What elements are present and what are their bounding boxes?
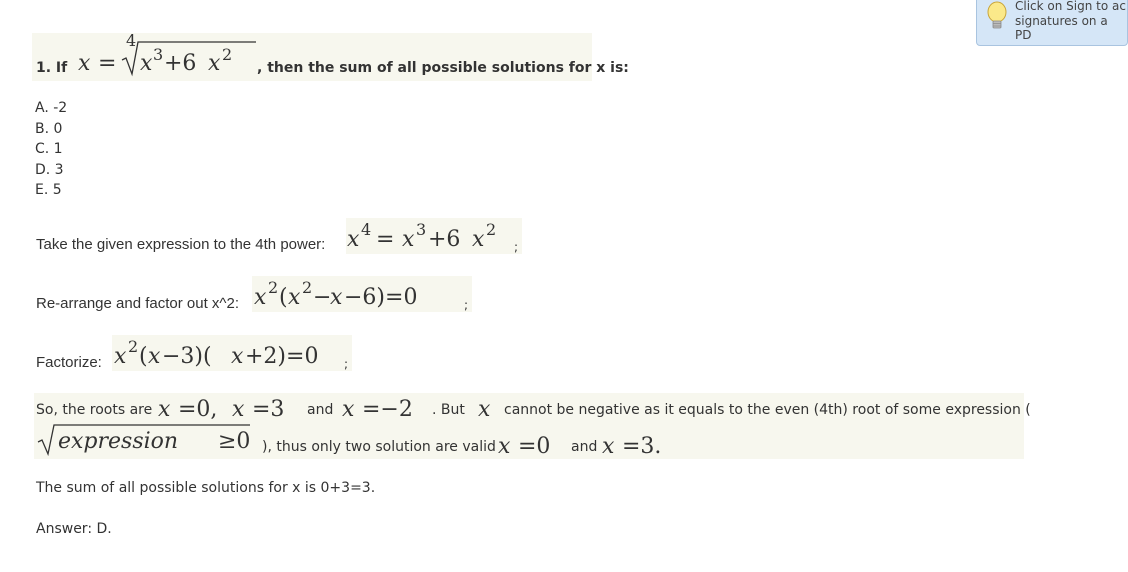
step2-equation [252, 276, 472, 312]
svg-text:2: 2 [486, 220, 497, 239]
svg-text:4: 4 [361, 220, 372, 239]
svg-text:−: − [313, 285, 332, 310]
svg-text:;: ; [514, 240, 519, 254]
svg-text:x: x [478, 397, 491, 422]
svg-text:=−2: =−2 [362, 397, 413, 422]
svg-text:2: 2 [268, 278, 279, 297]
svg-text:3: 3 [153, 45, 164, 64]
choice-e: E. 5 [35, 182, 62, 198]
step1-equation [346, 218, 522, 254]
roots-reason-text: cannot be negative as it equals to the even (4th) root of some expression ( [504, 402, 1031, 418]
roots-and-text: and [307, 402, 334, 418]
svg-text:x: x [114, 344, 127, 369]
sign-notification[interactable] [976, 0, 1128, 46]
choice-a: A. -2 [35, 100, 68, 116]
svg-text:x: x [330, 285, 343, 310]
question-number: 1. If [36, 60, 68, 76]
svg-text:x: x [78, 51, 91, 76]
svg-text:x: x [288, 285, 301, 310]
step2-text: Re-arrange and factor out x^2: [36, 295, 239, 312]
svg-text:expression: expression [58, 429, 179, 454]
roots-but-text: . But [432, 402, 465, 418]
svg-text:=: = [376, 227, 395, 252]
step3-text: Factorize: [36, 354, 102, 371]
svg-text:≥0: ≥0 [218, 429, 251, 454]
svg-text:+6: +6 [428, 227, 461, 252]
notification-line1: Click on Sign to ac [1015, 0, 1126, 13]
svg-text:2: 2 [222, 45, 233, 64]
roots-prefix-text: So, the roots are [36, 402, 153, 418]
svg-text:=0: =0 [518, 434, 551, 459]
svg-text:x: x [254, 285, 267, 310]
svg-text:2: 2 [302, 278, 313, 297]
svg-text:3: 3 [416, 220, 427, 239]
step1-text: Take the given expression to the 4th power: [36, 236, 326, 253]
svg-text:(: ( [279, 285, 288, 310]
svg-text:−6)=0: −6)=0 [344, 285, 418, 310]
svg-text:=0,: =0, [178, 397, 218, 422]
svg-text:x: x [158, 397, 171, 422]
expression-ge-zero [36, 422, 266, 462]
svg-text:x: x [498, 434, 511, 459]
notification-line2: signatures on a PD [1015, 14, 1108, 42]
question-text: , then the sum of all possible solutions for x is: [257, 60, 629, 76]
svg-text:x: x [140, 51, 153, 76]
svg-text:x: x [472, 227, 485, 252]
svg-text:=3.: =3. [622, 434, 662, 459]
svg-text:x: x [208, 51, 221, 76]
svg-text:x: x [232, 397, 245, 422]
sum-text: The sum of all possible solutions for x is 0+3=3. [36, 480, 376, 496]
svg-text:−3)(: −3)( [162, 344, 212, 369]
x-variable [476, 392, 500, 426]
svg-text:x: x [347, 227, 360, 252]
svg-text:=: = [98, 51, 117, 76]
lightbulb-icon [986, 1, 1008, 34]
root-x-eq-neg2 [340, 392, 432, 426]
question-equation [76, 30, 258, 82]
choice-d: D. 3 [35, 162, 64, 178]
svg-text:x: x [231, 344, 244, 369]
svg-text:(: ( [139, 344, 148, 369]
svg-text:4: 4 [126, 31, 137, 50]
step3-equation [112, 335, 352, 371]
svg-text:+6: +6 [164, 51, 197, 76]
root-x-eq-3 [230, 392, 306, 426]
svg-text:x: x [602, 434, 615, 459]
valid-x-eq-0 [496, 429, 568, 463]
svg-text:2: 2 [128, 337, 139, 356]
choice-c: C. 1 [35, 141, 63, 157]
svg-text:=3: =3 [252, 397, 285, 422]
roots-end-text: ), thus only two solution are valid [262, 439, 496, 455]
answer-text: Answer: D. [36, 521, 112, 537]
svg-text:x: x [148, 344, 161, 369]
valid-x-eq-3 [600, 429, 680, 463]
svg-text:x: x [402, 227, 415, 252]
choice-b: B. 0 [35, 121, 63, 137]
svg-text:;: ; [344, 357, 349, 371]
svg-text:;: ; [464, 298, 469, 312]
valid-and-text: and [571, 439, 598, 455]
root-x-eq-0 [156, 392, 228, 426]
svg-text:x: x [342, 397, 355, 422]
svg-text:+2)=0: +2)=0 [245, 344, 319, 369]
